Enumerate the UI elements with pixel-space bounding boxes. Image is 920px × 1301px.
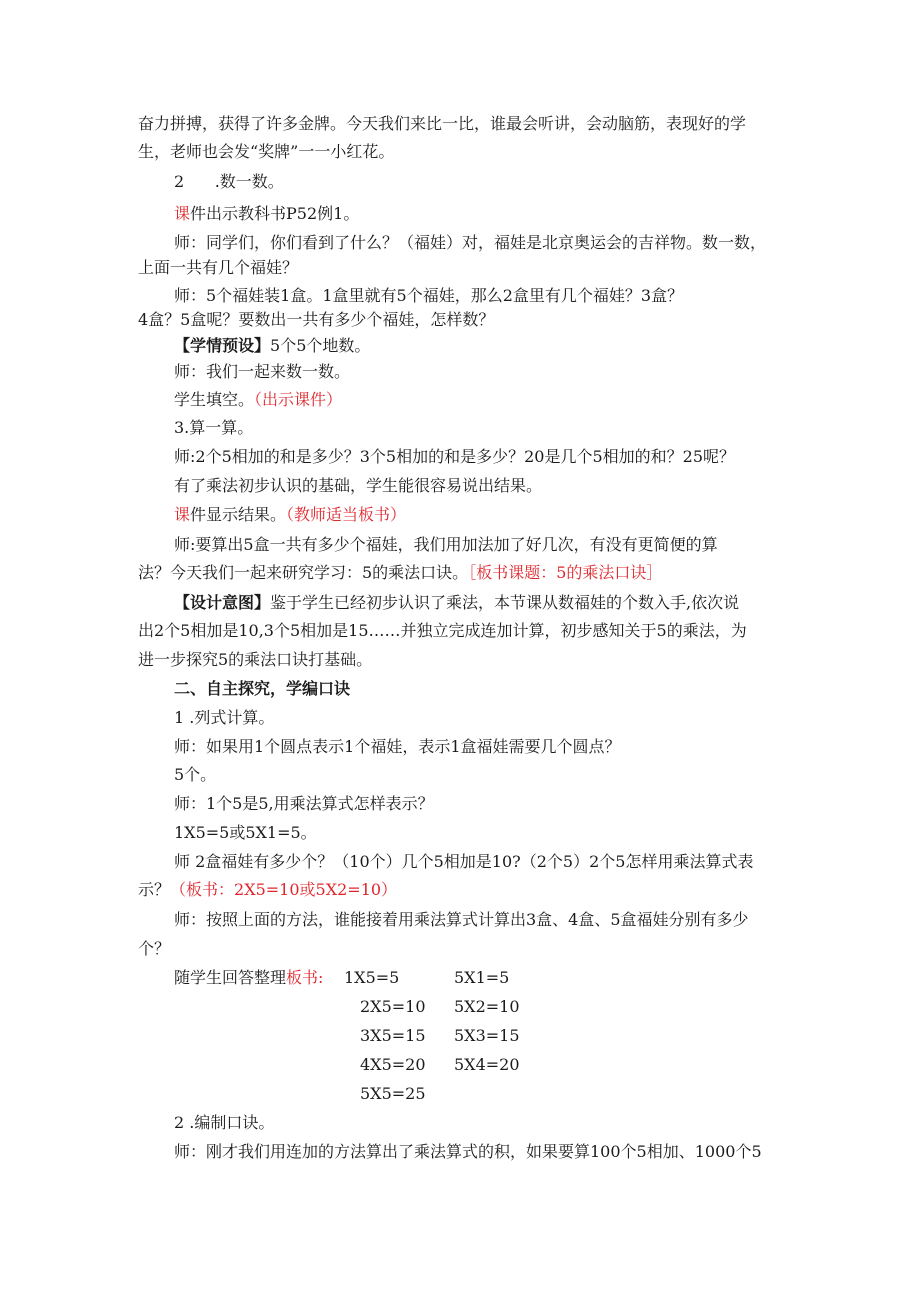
text-line: 进一步探究5的乘法口诀打基础。 <box>138 650 373 669</box>
text-line: 师：我们一起来数一数。 <box>174 362 351 381</box>
red-annotation: 板书: <box>286 968 324 987</box>
equation: 4X5=20 <box>360 1055 426 1074</box>
red-annotation: （出示课件） <box>254 390 343 409</box>
equation: 3X5=15 <box>360 1026 426 1045</box>
text-line: 师：按照上面的方法，谁能接着用乘法算式计算出3盒、4盒、5盒福娃分别有多少 <box>174 910 749 929</box>
text-line: 奋力拼搏，获得了许多金牌。今天我们来比一比，谁最会听讲，会动脑筋，表现好的学 <box>138 114 747 133</box>
text-line: 上面一共有几个福娃？ <box>138 258 299 277</box>
equation: 5X5=25 <box>360 1084 426 1103</box>
section-heading-list: 1 .列式计算。 <box>174 708 275 727</box>
text-span: 鉴于学生已经初步认识了乘法，本节课从数福娃的个数入手,依次说 <box>270 593 740 612</box>
text-span: 5个5个地数。 <box>270 336 371 355</box>
equation: 5X4=20 <box>454 1055 520 1074</box>
text-span: 随学生回答整理 <box>174 968 287 987</box>
text-line: 师：5个福娃装1盒。1盒里就有5个福娃，那么2盒里有几个福娃？3盒？ <box>174 286 684 305</box>
text-line: 有了乘法初步认识的基础，学生能很容易说出结果。 <box>174 476 543 495</box>
red-annotation: ［板书课题：5的乘法口诀］ <box>468 563 663 582</box>
text-line: 师：如果用1个圆点表示1个福娃，表示1盒福娃需要几个圆点？ <box>174 737 621 756</box>
text-line: 师:2个5相加的和是多少？3个5相加的和是多少？20是几个5相加的和？25呢？ <box>174 447 736 466</box>
section-heading-rhyme: 2 .编制口诀。 <box>174 1113 275 1132</box>
text-line: 1X5=5或5X1=5。 <box>174 823 317 842</box>
text-line: 个？ <box>138 939 171 958</box>
bold-label: 【设计意图】 <box>174 593 271 612</box>
red-annotation: （教师适当板书） <box>286 505 407 524</box>
red-annotation: （板书：2X5=10或5X2=10） <box>170 880 398 899</box>
equation: 5X2=10 <box>454 997 520 1016</box>
text-line <box>138 563 662 583</box>
text-line: 4盒？5盒呢？要数出一共有多少个福娃，怎样数？ <box>138 310 495 329</box>
text-line <box>138 880 397 900</box>
red-annotation: 课 <box>174 204 191 223</box>
text-span: 学生填空。 <box>174 390 255 409</box>
equation: 5X1=5 <box>454 968 510 987</box>
text-line <box>174 968 323 988</box>
text-span: 件显示结果。 <box>190 505 287 524</box>
text-line: 师：同学们，你们看到了什么？（福娃）对，福娃是北京奥运会的吉祥物。数一数， <box>174 233 767 252</box>
equation: 1X5=5 <box>344 968 400 987</box>
section-heading-count: 2 .数一数。 <box>174 172 284 191</box>
text-span: 法？今天我们一起来研究学习：5的乘法口诀。 <box>138 563 469 582</box>
equation: 5X3=15 <box>454 1026 520 1045</box>
text-span: 件出示教科书P52例1。 <box>190 204 360 223</box>
text-line <box>174 204 359 224</box>
section-title: 二、自主探究，学编口诀 <box>174 679 351 698</box>
text-line: 师 2盒福娃有多少个？（10个）几个5相加是10?（2个5）2个5怎样用乘法算式表 <box>174 852 754 871</box>
text-line <box>174 390 342 410</box>
text-span: 示？ <box>138 880 171 899</box>
text-line: 出2个5相加是10,3个5相加是15……并独立完成连加计算，初步感知关于5的乘法，为 <box>138 621 747 640</box>
section-heading-calc: 3.算一算。 <box>174 418 254 437</box>
text-line: 生，老师也会发“奖牌”一一小红花。 <box>138 142 395 161</box>
equation: 2X5=10 <box>360 997 426 1016</box>
text-line: 师:要算出5盒一共有多少个福娃，我们用加法加了好几次，有没有更简便的算 <box>174 535 718 554</box>
text-line: 5个。 <box>174 765 217 784</box>
text-line <box>174 505 406 525</box>
red-annotation: 课 <box>174 505 191 524</box>
bold-label: 【学情预设】 <box>174 336 271 355</box>
text-line <box>174 336 370 356</box>
text-line: 师：刚才我们用连加的方法算出了乘法算式的积，如果要算100个5相加、1000个5 <box>174 1142 762 1161</box>
text-line <box>174 593 739 613</box>
text-line: 师：1个5是5,用乘法算式怎样表示？ <box>174 794 434 813</box>
